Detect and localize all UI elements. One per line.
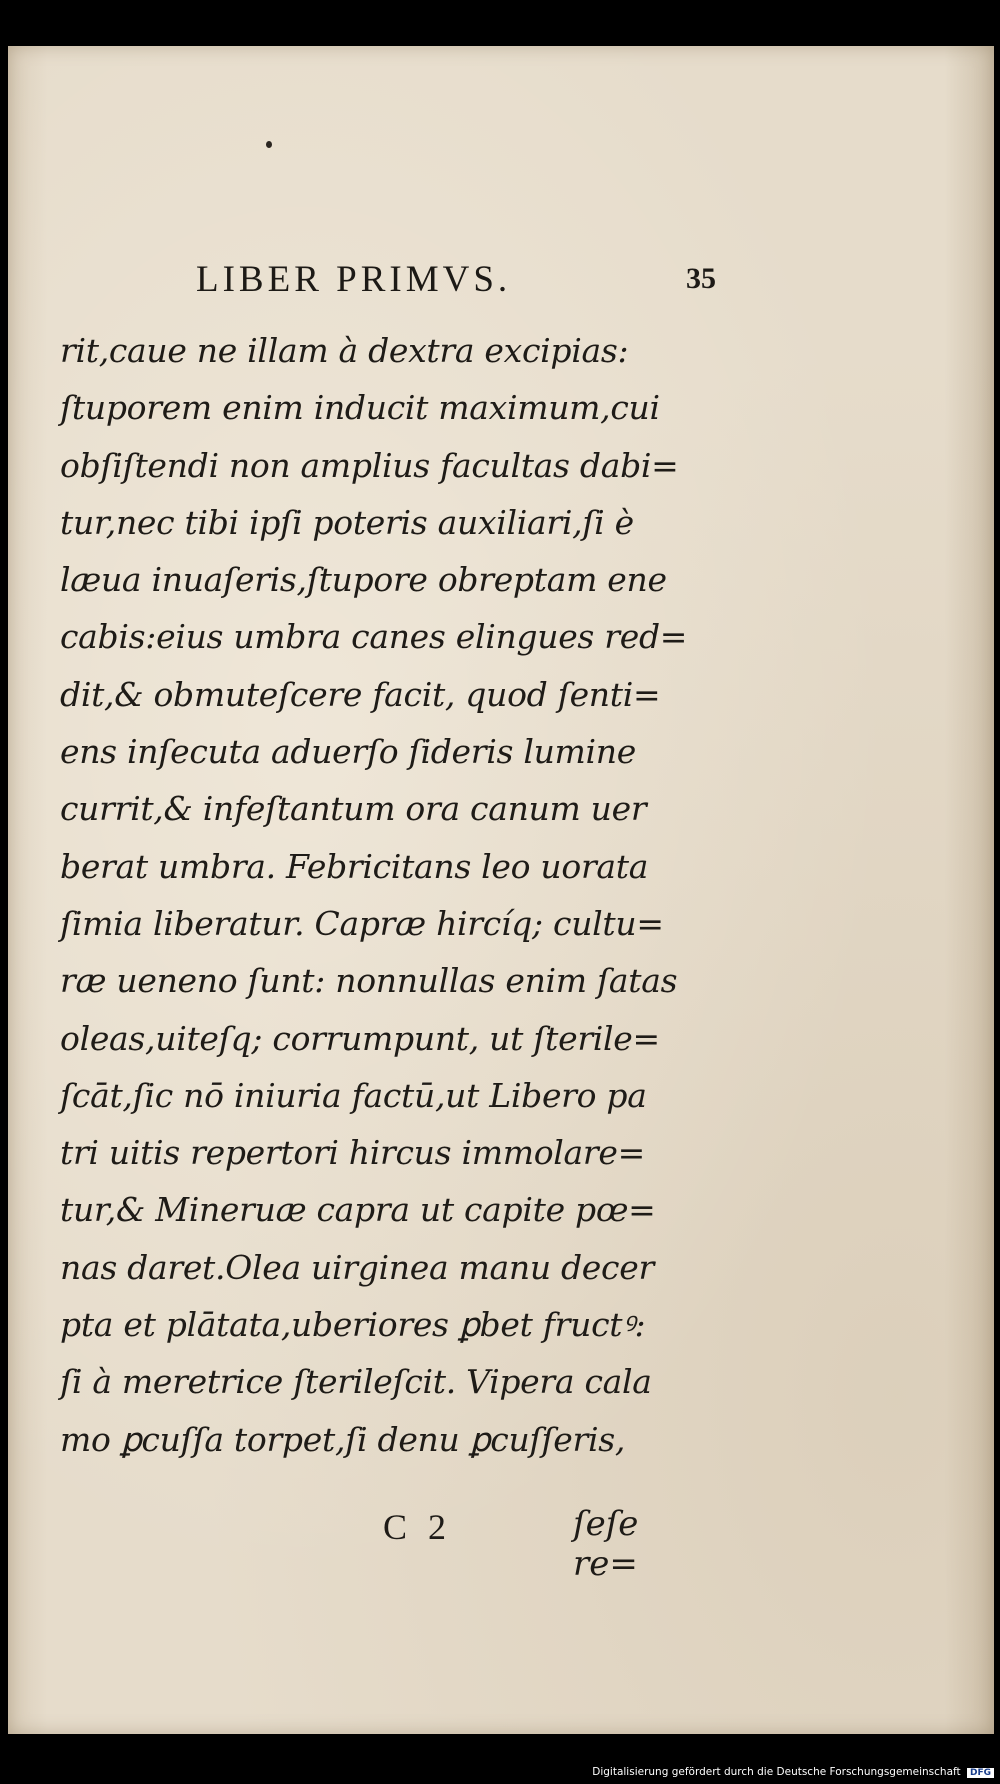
text-line: tur,nec tibi ipſi poteris auxiliari,ſi è xyxy=(60,502,634,542)
text-line: tri uitis repertori hircus immolare= xyxy=(60,1133,645,1173)
ink-speck xyxy=(266,141,272,148)
text-line: ſi à meretrice ſterileſcit. Vipera cala xyxy=(60,1362,652,1402)
text-line: ſtuporem enim inducit maximum,cui xyxy=(60,388,660,428)
catchword: ſeſe re= xyxy=(573,1504,639,1584)
text-line: ræ ueneno ſunt: nonnullas enim ſatas xyxy=(60,961,678,1001)
body-text xyxy=(60,322,740,1468)
page-header xyxy=(196,258,726,298)
text-line: ſimia liberatur. Capræ hircíq; cultu= xyxy=(60,903,664,943)
funding-credit xyxy=(592,1766,994,1778)
dfg-logo: DFG xyxy=(967,1768,994,1778)
text-line: nas daret.Olea uirginea manu decer xyxy=(60,1247,654,1287)
text-line: cabis:eius umbra canes elingues red= xyxy=(60,617,688,657)
folio-number: 35 xyxy=(686,262,716,295)
text-line: obſiſtendi non amplius facultas dabi= xyxy=(60,445,679,485)
text-line: oleas,uiteſq; corrumpunt, ut ſterile= xyxy=(60,1018,660,1058)
text-line: rit,caue ne illam à dextra excipias: xyxy=(60,331,629,370)
text-line: currit,& infeſtantum ora canum uer xyxy=(60,789,647,829)
text-line: dit,& obmuteſcere facit, quod ſenti= xyxy=(60,674,661,714)
signature-mark: C 2 xyxy=(383,1507,453,1547)
text-line: ſcāt,ſic nō iniuria factū,ut Libero pa xyxy=(60,1075,647,1115)
page-footer xyxy=(383,1504,713,1584)
book-page xyxy=(8,46,994,1734)
text-line: berat umbra. Febricitans leo uorata xyxy=(60,846,649,886)
text-line: tur,& Mineruæ capra ut capite pœ= xyxy=(60,1190,656,1230)
running-title: LIBER PRIMVS. xyxy=(196,259,512,300)
text-line: læua inuaſeris,ſtupore obreptam ene xyxy=(60,560,667,600)
text-line: ens inſecuta aduerſo ſideris lumine xyxy=(60,732,636,772)
text-line: pta et plātata,uberiores ꝑbet fructꝰ: xyxy=(60,1305,646,1345)
credit-text: Digitalisierung gefördert durch die Deutsche Forschungsgemeinschaft xyxy=(592,1766,961,1778)
text-line: mo ꝑcuſſa torpet,ſi denu ꝑcuſſeris, xyxy=(60,1419,626,1459)
